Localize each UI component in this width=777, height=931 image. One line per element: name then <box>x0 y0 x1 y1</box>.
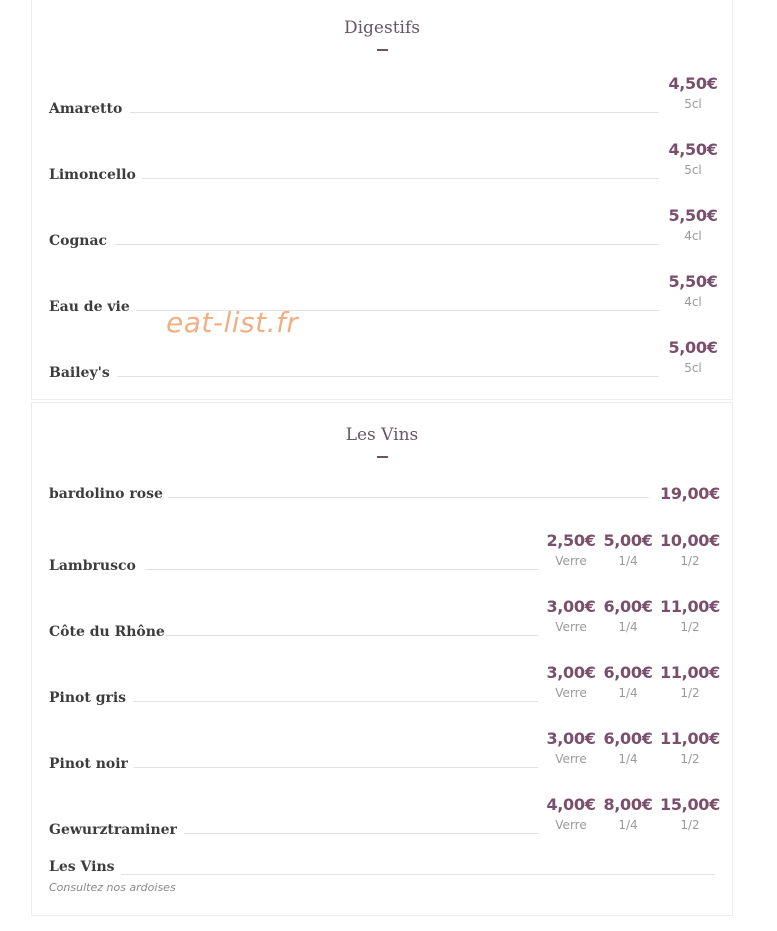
price: 5,50€ <box>668 206 718 225</box>
price-unit: 1/4 <box>618 554 638 568</box>
item-note: Consultez nos ardoises <box>49 881 176 894</box>
price-unit: 1/4 <box>618 752 638 766</box>
section-title-underline <box>377 49 388 51</box>
item-name: Gewurztraminer <box>49 822 177 838</box>
menu-item <box>49 531 720 575</box>
item-name: Pinot noir <box>49 756 128 772</box>
item-name: Eau de vie <box>49 299 130 315</box>
price-unit: 1/4 <box>618 620 638 634</box>
price-unit: Verre <box>555 818 587 832</box>
item-name: Bailey's <box>49 365 110 381</box>
dotted-leader <box>168 497 649 498</box>
menu-item <box>49 597 720 641</box>
vins-section <box>31 402 733 916</box>
price: 4,50€ <box>668 140 718 159</box>
price-unit: Verre <box>555 554 587 568</box>
menu-item <box>49 272 716 316</box>
price: 4,50€ <box>668 74 718 93</box>
menu-item <box>49 206 716 250</box>
menu-item <box>49 663 720 707</box>
dotted-leader <box>133 701 538 702</box>
price: 5,00€ <box>603 531 653 550</box>
price-unit: 5cl <box>684 163 702 177</box>
price-unit: 1/4 <box>618 686 638 700</box>
price: 5,00€ <box>668 338 718 357</box>
item-name: Limoncello <box>49 167 136 183</box>
item-name: Côte du Rhône <box>49 624 165 640</box>
price-unit: Verre <box>555 620 587 634</box>
item-name: bardolino rose <box>49 486 163 502</box>
dotted-leader <box>142 178 659 179</box>
price-unit: 4cl <box>684 295 702 309</box>
price: 2,50€ <box>546 531 596 550</box>
menu-item <box>49 459 720 503</box>
price: 6,00€ <box>603 729 653 748</box>
price: 3,00€ <box>546 597 596 616</box>
digestifs-section <box>31 0 733 400</box>
price: 11,00€ <box>660 663 720 682</box>
price-unit: 1/2 <box>680 620 700 634</box>
price: 6,00€ <box>603 663 653 682</box>
price-unit: 5cl <box>684 361 702 375</box>
item-name: Amaretto <box>49 101 123 117</box>
item-name: Cognac <box>49 233 108 249</box>
price-unit: 1/2 <box>680 818 700 832</box>
dotted-leader <box>117 376 659 377</box>
item-name: Lambrusco <box>49 558 136 574</box>
price: 6,00€ <box>603 597 653 616</box>
price: 19,00€ <box>660 484 720 503</box>
price-unit: 1/4 <box>618 818 638 832</box>
price-unit: 5cl <box>684 97 702 111</box>
section-title-vins: Les Vins <box>345 425 419 445</box>
price-unit: 4cl <box>684 229 702 243</box>
price-unit: 1/2 <box>680 686 700 700</box>
section-title-digestifs: Digestifs <box>343 18 421 38</box>
watermark: eat-list.fr <box>166 306 299 339</box>
menu-item <box>49 729 720 773</box>
menu-item <box>49 74 716 118</box>
menu-item-footer <box>49 833 716 877</box>
section-title-underline <box>377 456 388 458</box>
price: 8,00€ <box>603 795 653 814</box>
price: 5,50€ <box>668 272 718 291</box>
price: 3,00€ <box>546 663 596 682</box>
dotted-leader <box>121 874 715 875</box>
price-unit: Verre <box>555 686 587 700</box>
price: 10,00€ <box>660 531 720 550</box>
item-name: Pinot gris <box>49 690 127 706</box>
dotted-leader <box>134 767 538 768</box>
price: 11,00€ <box>660 729 720 748</box>
dotted-leader <box>166 635 538 636</box>
price-unit: 1/2 <box>680 554 700 568</box>
item-name: Les Vins <box>49 859 115 875</box>
menu-item <box>49 140 716 184</box>
price: 4,00€ <box>546 795 596 814</box>
price: 15,00€ <box>660 795 720 814</box>
dotted-leader <box>145 569 538 570</box>
dotted-leader <box>115 244 659 245</box>
price-unit: 1/2 <box>680 752 700 766</box>
price: 11,00€ <box>660 597 720 616</box>
price-unit: Verre <box>555 752 587 766</box>
menu-item <box>49 338 716 382</box>
dotted-leader <box>130 112 659 113</box>
price: 3,00€ <box>546 729 596 748</box>
